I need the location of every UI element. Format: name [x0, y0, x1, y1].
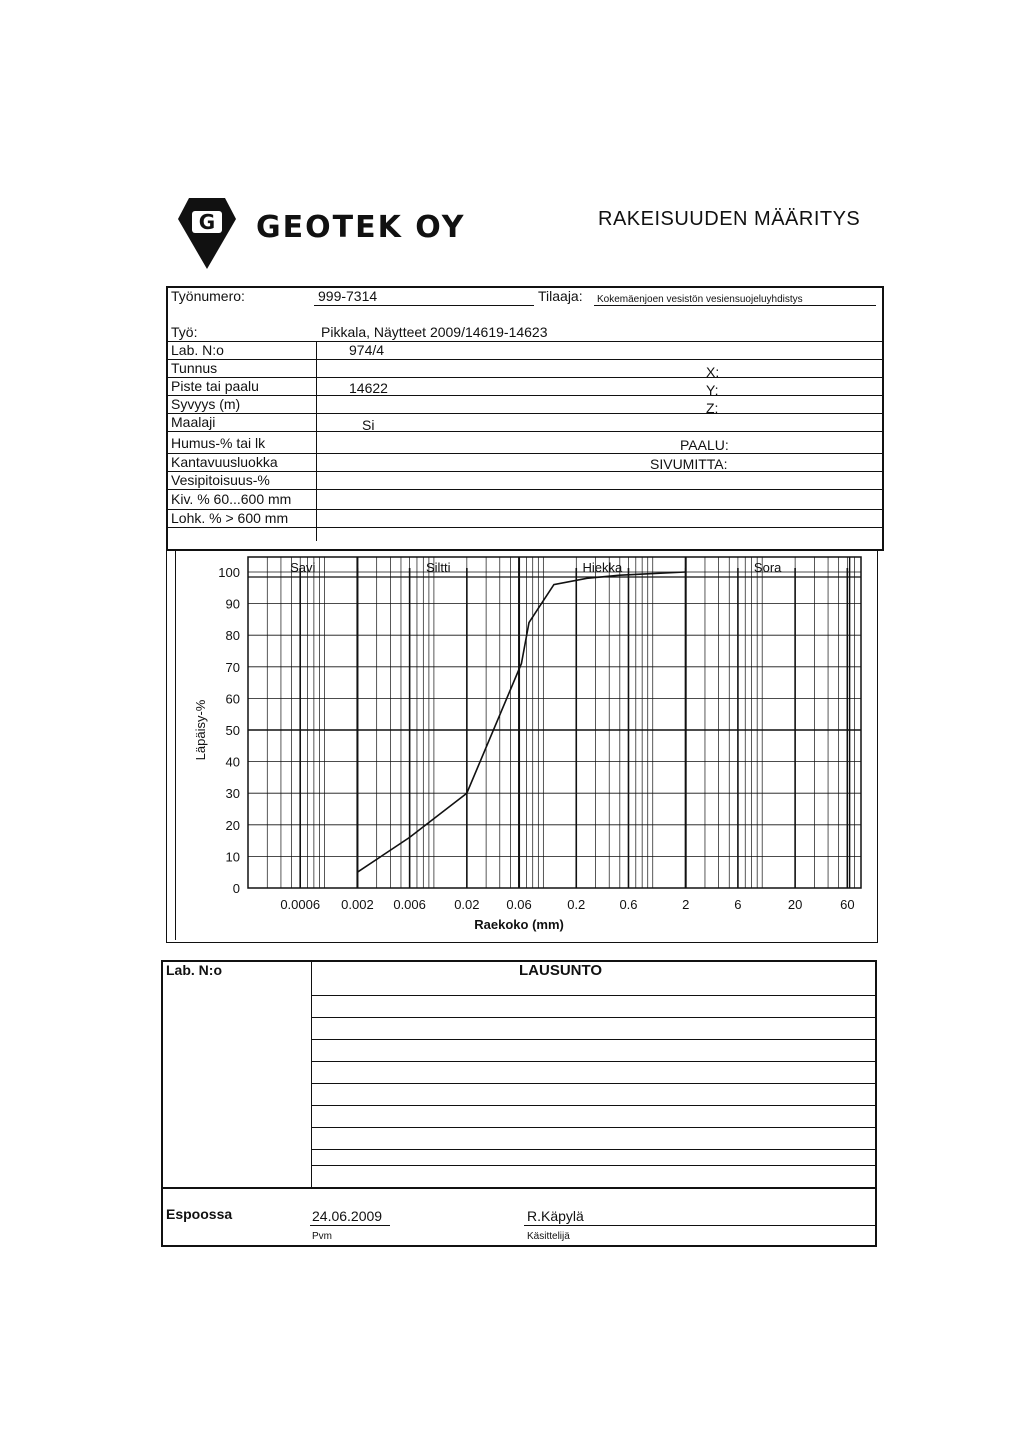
value-lab-no: 974/4 — [349, 342, 385, 358]
x-tick-label: 0.0006 — [280, 897, 321, 912]
y-tick-label: 60 — [225, 691, 240, 707]
coord-x-label: X: — [706, 364, 720, 380]
y-tick-label: 70 — [225, 659, 240, 675]
y-axis-label: Läpäisy-% — [193, 699, 208, 761]
statement-line — [312, 1017, 876, 1018]
statement-frame — [161, 960, 877, 1247]
tilaaja-label: Tilaaja: — [538, 288, 583, 304]
label-maalaji: Maalaji — [171, 414, 216, 430]
x-tick-label: 60 — [840, 897, 855, 912]
coord-y-label: Y: — [706, 382, 719, 398]
statement-line — [312, 1149, 876, 1150]
x-tick-label: 0.06 — [506, 897, 532, 912]
grain-size-curve — [357, 572, 685, 872]
y-tick-label: 10 — [225, 849, 240, 865]
signature-date: 24.06.2009 — [312, 1208, 383, 1224]
x-tick-label: 0.006 — [393, 897, 426, 912]
y-tick-label: 20 — [225, 817, 240, 833]
plot-area — [248, 557, 861, 888]
paalu-label: PAALU: — [680, 437, 729, 453]
label-syvyys: Syvyys (m) — [171, 396, 241, 412]
tyo-label: Työ: — [171, 324, 198, 340]
value-maalaji: Si — [362, 417, 375, 433]
tilaaja-value: Kokemäenjoen vesistön vesiensuojeluyhdistys — [597, 294, 803, 305]
statement-line — [312, 1061, 876, 1062]
y-tick-label: 0 — [232, 881, 240, 896]
label-vesipitoisuus: Vesipitoisuus-% — [171, 472, 270, 488]
statement-line — [312, 1083, 876, 1084]
y-tick-label: 90 — [225, 596, 240, 612]
x-tick-label: 0.002 — [341, 897, 374, 912]
label-piste: Piste tai paalu — [171, 378, 259, 394]
svg-text:G: G — [198, 210, 216, 234]
fraction-label: Sora — [753, 560, 782, 575]
label-humus: Humus-% tai lk — [171, 435, 266, 451]
statement-title: LAUSUNTO — [519, 962, 603, 979]
y-tick-label: 50 — [225, 723, 240, 738]
signature-separator — [161, 1187, 877, 1189]
statement-line — [312, 1165, 876, 1166]
date-underline — [310, 1225, 390, 1226]
statement-line — [312, 1127, 876, 1128]
label-tunnus: Tunnus — [171, 360, 218, 376]
x-axis-label: Raekoko (mm) — [474, 917, 564, 932]
company-name: GEOTEK OY — [256, 210, 466, 245]
value-piste: 14622 — [349, 380, 388, 396]
date-caption: Pvm — [312, 1231, 332, 1242]
place-label: Espoossa — [166, 1206, 233, 1222]
statement-line — [312, 995, 876, 996]
x-tick-label: 0.6 — [619, 897, 638, 912]
sivumitta-label: SIVUMITTA: — [650, 456, 728, 472]
label-lab-no: Lab. N:o — [171, 342, 224, 358]
tyonumero-label: Työnumero: — [171, 288, 245, 304]
tyo-value: Pikkala, Näytteet 2009/14619-14623 — [321, 324, 548, 340]
label-kivet: Kiv. % 60...600 mm — [171, 491, 292, 507]
fraction-label: Hiekka — [582, 560, 623, 575]
x-tick-label: 0.02 — [454, 897, 480, 912]
statement-line — [312, 1039, 876, 1040]
statement-lab-label: Lab. N:o — [166, 962, 222, 978]
label-lohkareet: Lohk. % > 600 mm — [171, 510, 289, 526]
x-tick-label: 20 — [787, 897, 803, 912]
handler-underline — [524, 1225, 876, 1226]
y-tick-label: 80 — [225, 628, 240, 644]
x-tick-label: 2 — [682, 897, 690, 912]
handler-caption: Käsittelijä — [527, 1231, 570, 1242]
handler-name: R.Käpylä — [527, 1208, 584, 1224]
x-tick-label: 0.2 — [567, 897, 586, 912]
fraction-label: Savi — [290, 560, 316, 575]
document-title: RAKEISUUDEN MÄÄRITYS — [598, 208, 861, 230]
x-tick-label: 6 — [734, 897, 742, 912]
y-tick-label: 100 — [218, 565, 240, 580]
coord-z-label: Z: — [706, 400, 719, 416]
y-tick-label: 40 — [225, 754, 240, 770]
y-tick-label: 30 — [225, 786, 240, 802]
tyonumero-value: 999-7314 — [318, 288, 378, 304]
fraction-label: Siltti — [425, 560, 451, 575]
label-kantavuus: Kantavuusluokka — [171, 454, 278, 470]
statement-line — [312, 1105, 876, 1106]
